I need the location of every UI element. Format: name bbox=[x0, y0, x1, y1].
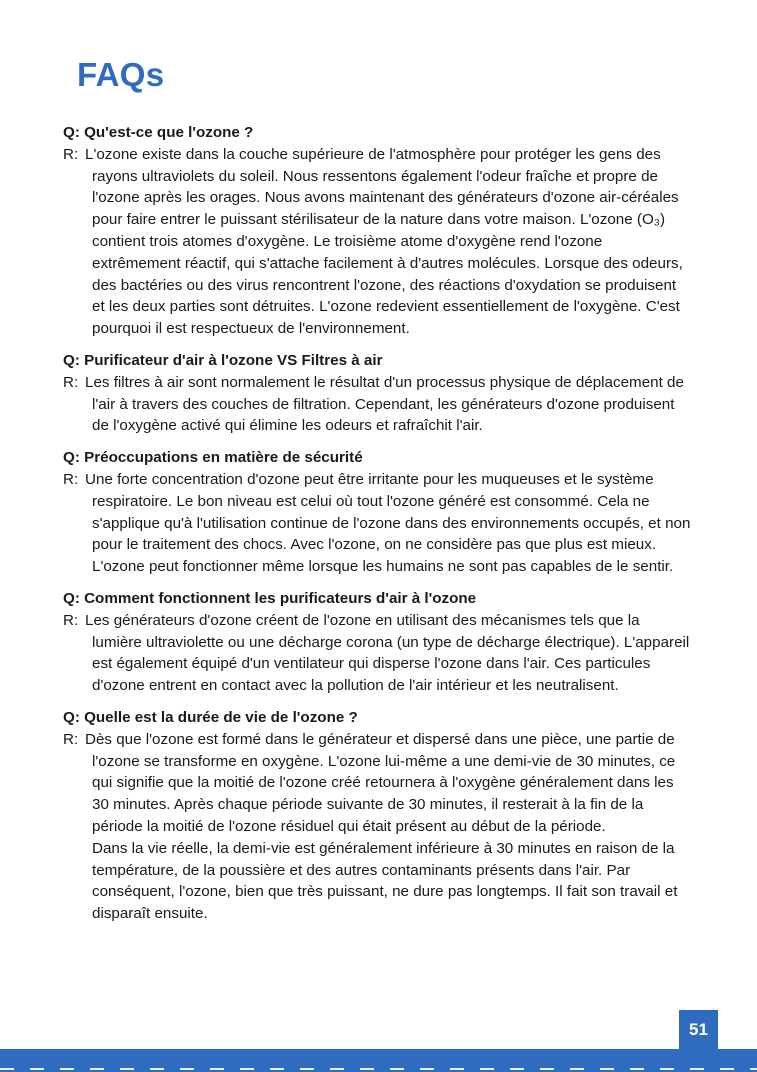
faq-item bbox=[63, 350, 691, 437]
faq-answer bbox=[63, 372, 691, 437]
footer-dash-pattern bbox=[0, 1068, 757, 1070]
faq-question: Q: Purificateur d'air à l'ozone VS Filtres à air bbox=[63, 351, 383, 369]
faq-question: Q: Quelle est la durée de vie de l'ozone ? bbox=[63, 708, 358, 726]
answer-label: R: bbox=[63, 730, 79, 748]
faq-item bbox=[63, 707, 691, 925]
answer-text: Une forte concentration d'ozone peut être irritante pour les muqueuses et le système respiratoire. Le bon niveau est celui où tout l'ozone généré est consommé. Cela ne s'applique qu'à l'utilisation continue de l'ozone dans des environnements occupés, et non pour le traitement des chocs. Avec l'ozone, on ne considère pas que plus est mieux. L'ozone peut fonctionner même lorsque les humains ne sont pas capables de le sentir. bbox=[85, 470, 691, 576]
faq-question: Q: Préoccupations en matière de sécurité bbox=[63, 449, 363, 467]
answer-label: R: bbox=[63, 373, 79, 391]
faq-question: Q: Comment fonctionnent les purificateurs d'air à l'ozone bbox=[63, 589, 477, 607]
faq-item bbox=[63, 447, 691, 578]
answer-text: L'ozone existe dans la couche supérieure de l'atmosphère pour protéger les gens des rayons ultraviolets du soleil. Nous ressentons également l'odeur fraîche et propre de l'ozone après les orages. Nous avons maintenant des générateurs d'ozone air-céréales pour faire entrer le puissant stérilisateur de la nature dans votre maison. L'ozone (O₃) contient trois atomes d'oxygène. Le troisième atome d'oxygène rend l'ozone extrêmement réactif, qui s'attache facilement à d'autres molécules. Lorsque des odeurs, des bactéries ou des virus rencontrent l'ozone, des réactions d'oxydation se produisent et les deux parties sont détruites. L'ozone redevient essentiellement de l'oxygène. C'est pourquoi il est respectueux de l'environnement. bbox=[85, 145, 683, 338]
faq-question: Q: Qu'est-ce que l'ozone ? bbox=[63, 124, 254, 141]
answer-text: Les filtres à air sont normalement le résultat d'un processus physique de déplacement de l'air à travers des couches de filtration. Cependant, les générateurs d'ozone produisent de l'oxygène activé qui élimine les odeurs et rafraîchit l'air. bbox=[85, 373, 684, 435]
answer-text: Dès que l'ozone est formé dans le générateur et dispersé dans une pièce, une partie de l'ozone se transforme en oxygène. L'ozone lui-même a une demi-vie de 30 minutes, ce qui signifie que la moitié de l'ozone créé retournera à l'oxygène généralement dans les 30 minutes. Après chaque période suivante de 30 minutes, il resterait à la fin de la période la moitié de l'ozone résiduel qui était présent au début de la période. bbox=[85, 730, 676, 835]
answer-label: R: bbox=[63, 145, 79, 163]
faq-answer bbox=[63, 610, 691, 697]
faq-list bbox=[63, 122, 691, 935]
answer-label: R: bbox=[63, 611, 79, 629]
faq-answer-continued: Dans la vie réelle, la demi-vie est généralement inférieure à 30 minutes en raison de la température, de la poussière et des autres contaminants présents dans l'air. Par conséquent, l'ozone, bien que très puissant, ne dure pas longtemps. Il fait son travail et disparaît ensuite. bbox=[92, 839, 678, 923]
faq-item bbox=[63, 588, 691, 697]
faq-answer bbox=[63, 469, 691, 578]
faq-answer bbox=[63, 729, 691, 838]
page-number: 51 bbox=[679, 1010, 718, 1049]
page-title: FAQs bbox=[77, 56, 165, 93]
faq-answer bbox=[63, 144, 691, 340]
answer-label: R: bbox=[63, 470, 79, 488]
answer-text: Les générateurs d'ozone créent de l'ozone en utilisant des mécanismes tels que la lumière ultraviolette ou une décharge corona (un type de décharge électrique). L'appareil est également équipé d'un ventilateur qui disperse l'ozone dans l'air. Ces particules d'ozone entrent en contact avec la pollution de l'air intérieur et les neutralisent. bbox=[85, 611, 690, 695]
faq-item bbox=[63, 122, 691, 340]
